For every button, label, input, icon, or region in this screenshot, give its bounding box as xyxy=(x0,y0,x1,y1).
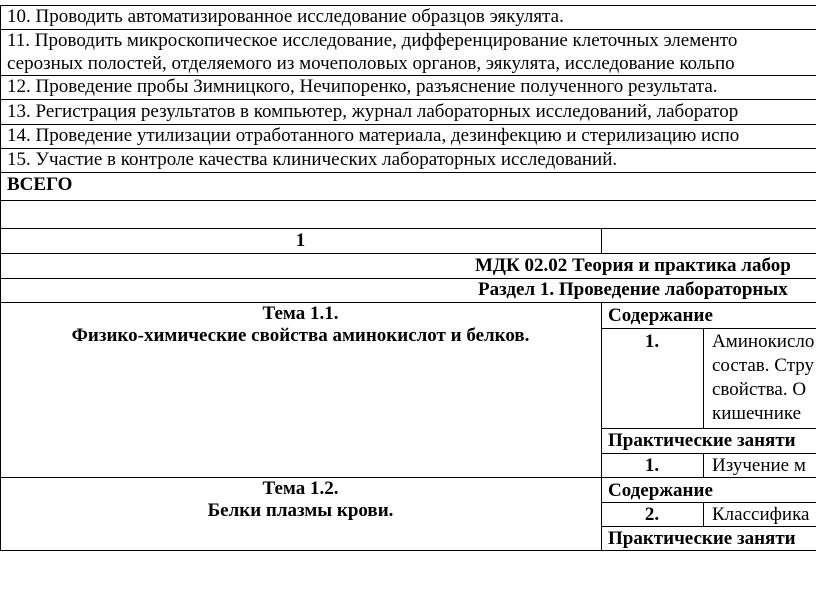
content-label: Содержание xyxy=(608,480,713,501)
rule xyxy=(601,228,602,253)
rule xyxy=(601,526,816,527)
rule xyxy=(601,328,816,329)
list-item: 12. Проведение пробы Зимницкого, Нечипоренко, разъяснение полученного результата. xyxy=(7,76,718,97)
list-item-continuation: серозных полостей, отделяемого из мочеполовых органов, эякулята, исследование кольпо xyxy=(7,53,735,74)
list-item: 15. Участие в контроле качества клинических лабораторных исследований. xyxy=(7,149,618,170)
rule xyxy=(0,228,816,229)
total-label: ВСЕГО xyxy=(7,174,73,195)
practice-label: Практические заняти xyxy=(608,528,796,549)
topic-name: Белки плазмы крови. xyxy=(207,500,394,521)
rule xyxy=(601,453,816,454)
rule xyxy=(0,5,1,551)
rule xyxy=(0,99,816,100)
rule xyxy=(0,550,816,551)
list-item: 11. Проводить микроскопическое исследование, дифференцирование клеточных элементо xyxy=(7,30,738,51)
practice-number: 1. xyxy=(644,455,660,476)
section-subtitle: Раздел 1. Проведение лабораторных xyxy=(478,279,788,300)
content-label: Содержание xyxy=(608,305,713,326)
content-text-line: состав. Стру xyxy=(712,355,814,376)
topic-title: Тема 1.2. xyxy=(262,478,339,499)
topic-title: Тема 1.1. xyxy=(262,303,339,324)
section-title: МДК 02.02 Теория и практика лабор xyxy=(475,255,791,276)
topic-name: Физико-химические свойства аминокислот и белков. xyxy=(71,325,530,346)
rule xyxy=(0,253,816,254)
content-text-line: Аминокисло xyxy=(712,331,815,352)
content-text: Классифика xyxy=(712,504,810,525)
column-number-header: 1 xyxy=(295,230,306,251)
rule xyxy=(601,502,816,503)
rule xyxy=(0,200,816,201)
rule xyxy=(703,453,704,478)
rule xyxy=(703,502,704,527)
rule xyxy=(601,428,816,429)
rule xyxy=(703,328,704,429)
practice-label: Практические заняти xyxy=(608,430,796,451)
list-item: 10. Проводить автоматизированное исследование образцов эякулята. xyxy=(7,6,564,27)
rule xyxy=(0,172,816,173)
content-text-line: кишечнике xyxy=(712,403,802,424)
content-number: 2. xyxy=(644,504,660,525)
content-text-line: свойства. О xyxy=(712,379,807,400)
practice-text: Изучение м xyxy=(712,455,806,476)
list-item: 14. Проведение утилизации отработанного материала, дезинфекцию и стерилизацию испо xyxy=(7,125,740,146)
content-number: 1. xyxy=(644,331,660,352)
list-item: 13. Регистрация результатов в компьютер, журнал лабораторных исследований, лаборатор xyxy=(7,101,739,122)
